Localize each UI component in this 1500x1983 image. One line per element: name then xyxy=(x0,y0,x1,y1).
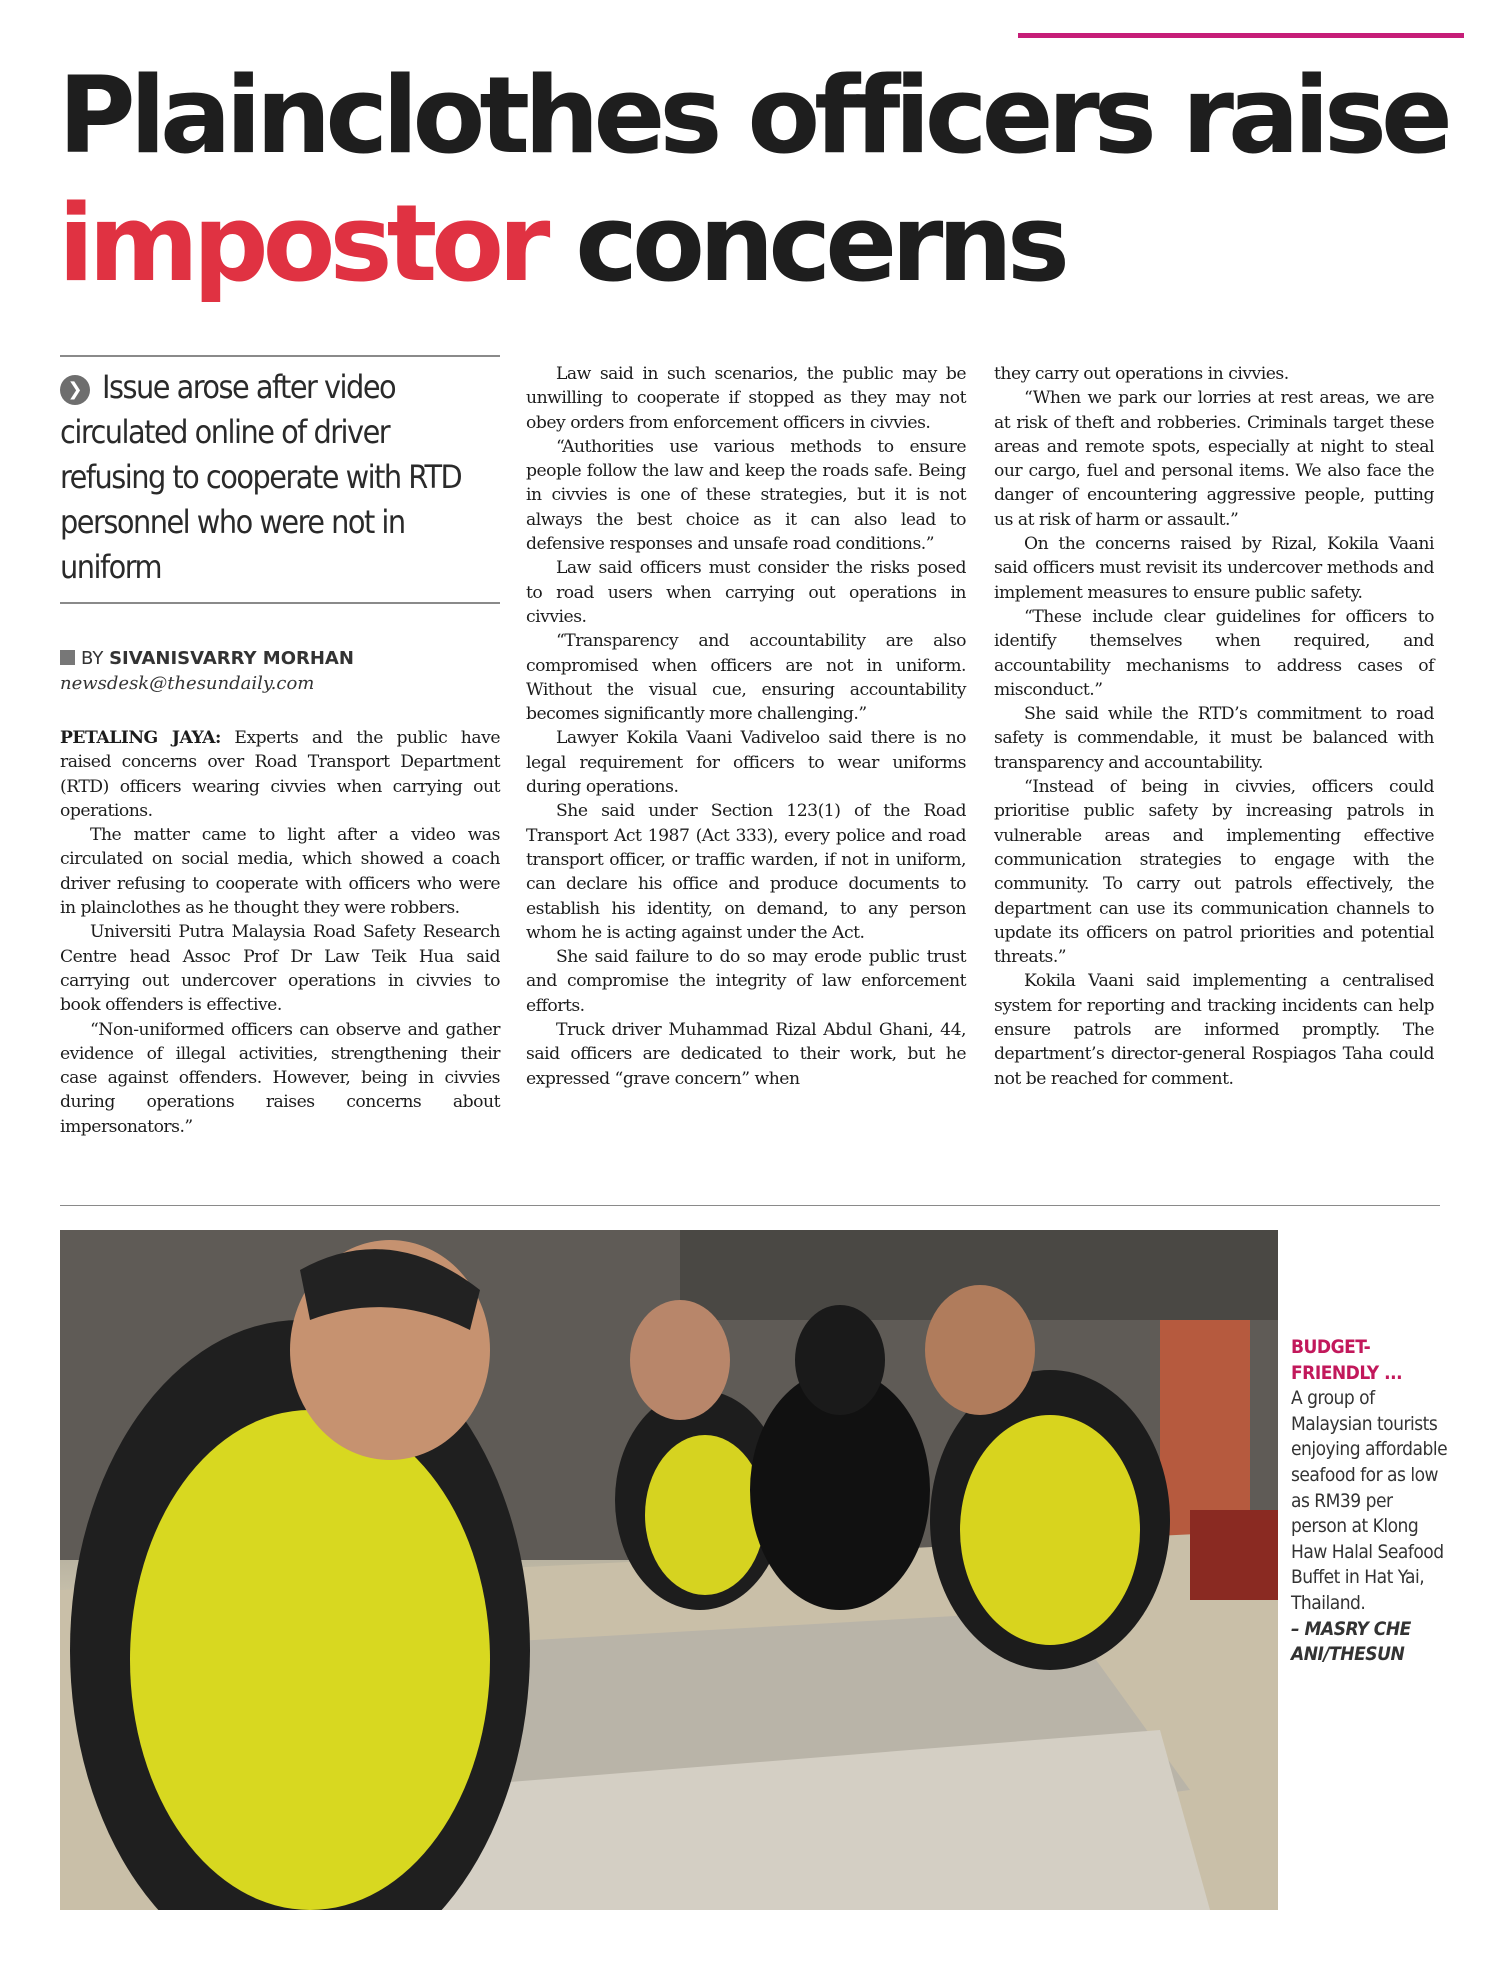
article-paragraph: Law said in such scenarios, the public may be unwilling to cooperate if stopped as they may not obey orders from enforcement officers in civvies. xyxy=(526,364,966,433)
article-column-3 xyxy=(994,362,1434,1091)
article-paragraph: “Transparency and accountability are also compromised when officers are not in uniform. Without the visual cue, ensuring accountability becomes significantly more challenging.” xyxy=(526,631,966,725)
photo-credit: – MASRY CHE ANI/THESUN xyxy=(1291,1617,1411,1666)
photo-caption xyxy=(1291,1335,1451,1668)
byline xyxy=(60,648,500,669)
caption-heading: BUDGET-FRIENDLY ... xyxy=(1291,1336,1403,1384)
byline-prefix: BY xyxy=(81,648,110,669)
headline-line2-rest: concerns xyxy=(544,182,1064,305)
byline-email: newsdesk@thesundaily.com xyxy=(60,673,315,694)
standfirst xyxy=(60,365,500,590)
dateline: PETALING JAYA: xyxy=(60,728,221,748)
byline-author: SIVANISVARRY MORHAN xyxy=(109,648,354,669)
headline-line1: Plainclothes officers raise xyxy=(58,54,1447,177)
article-paragraph: On the concerns raised by Rizal, Kokila Vaani said officers must revisit its undercover methods and implement measures to ensure public safety. xyxy=(994,534,1434,603)
article-paragraph: “These include clear guidelines for officers to identify themselves when required, and accountability mechanisms to address cases of misconduct.” xyxy=(994,606,1434,700)
top-accent-bar xyxy=(1018,33,1464,38)
article-paragraph: Kokila Vaani said implementing a centralised system for reporting and tracking incidents can help ensure patrols are informed promptly. The department’s director-general Rospiagos Taha could not be reached for comment. xyxy=(994,971,1434,1089)
article-paragraph: PETALING JAYA: Experts and the public have raised concerns over Road Transport Department (RTD) officers wearing civvies when carrying out operations. xyxy=(60,728,500,821)
article-paragraph: “Authorities use various methods to ensure people follow the law and keep the roads safe. Being in civvies is one of these strategies, but it is not always the best choice as it can also lead to defensive responses and unsafe road conditions.” xyxy=(526,436,966,555)
headline-highlight-word: impostor xyxy=(58,182,545,305)
article-paragraph: She said while the RTD’s commitment to road safety is commendable, it must be balanced with transparency and accountability. xyxy=(994,704,1434,773)
caption-body: A group of Malaysian tourists enjoying affordable seafood for as low as RM39 per person at Klong Haw Halal Seafood Buffet in Hat Yai, Thailand. xyxy=(1291,1387,1448,1614)
article-paragraph: Lawyer Kokila Vaani Vadiveloo said there is no legal requirement for officers to wear uniforms during operations. xyxy=(526,728,966,798)
article-paragraph: Law said officers must consider the risks posed to road users when carrying out operations in civvies. xyxy=(526,558,966,627)
headline xyxy=(58,52,1458,308)
byline-square-icon xyxy=(60,650,75,665)
article-column-1 xyxy=(60,726,500,1139)
article-paragraph: “When we park our lorries at rest areas, we are at risk of theft and robberies. Criminals target these areas and remote spots, especially at night to steal our cargo, fuel and personal items. We also face the danger of encountering aggressive people, putting us at risk of harm or assault.” xyxy=(994,388,1434,530)
seafood-buffet-photo xyxy=(60,1230,1278,1910)
article-paragraph: The matter came to light after a video was circulated on social media, which showed a coach driver refusing to cooperate with officers who were in plainclothes as he thought they were robbers. xyxy=(60,825,500,919)
arrow-bullet-icon: ❯ xyxy=(60,375,90,405)
article-paragraph: Universiti Putra Malaysia Road Safety Research Centre head Assoc Prof Dr Law Teik Hua said carrying out undercover operations in civvies to book offenders is effective. xyxy=(60,922,500,1016)
article-paragraph: “Instead of being in civvies, officers could prioritise public safety by increasing patrols in vulnerable areas and implementing effective communication strategies to engage with the community. To carry out patrols effectively, the department can use its communication channels to update its officers on patrol priorities and potential threats.” xyxy=(994,777,1434,968)
article-paragraph: Truck driver Muhammad Rizal Abdul Ghani, 44, said officers are dedicated to their work, but he expressed “grave concern” when xyxy=(526,1020,966,1089)
article-paragraph: they carry out operations in civvies. xyxy=(994,364,1289,384)
standfirst-text: Issue arose after video circulated online of driver refusing to cooperate with RTD personnel who were not in uniform xyxy=(60,368,462,586)
standfirst-bottom-rule xyxy=(60,602,500,604)
standfirst-top-rule xyxy=(60,355,500,357)
article-bottom-rule xyxy=(60,1205,1440,1206)
photo-illustration xyxy=(60,1230,1278,1910)
article-paragraph: She said failure to do so may erode public trust and compromise the integrity of law enforcement efforts. xyxy=(526,947,966,1016)
article-paragraph: “Non-uniformed officers can observe and gather evidence of illegal activities, strengthening their case against offenders. However, being in civvies during operations raises concerns about impersonators.” xyxy=(60,1019,500,1137)
article-paragraph: She said under Section 123(1) of the Road Transport Act 1987 (Act 333), every police and road transport officer, or traffic warden, if not in uniform, can declare his office and produce documents to establish his identity, on demand, to any person whom he is acting against under the Act. xyxy=(526,801,966,943)
article-column-2 xyxy=(526,362,966,1091)
